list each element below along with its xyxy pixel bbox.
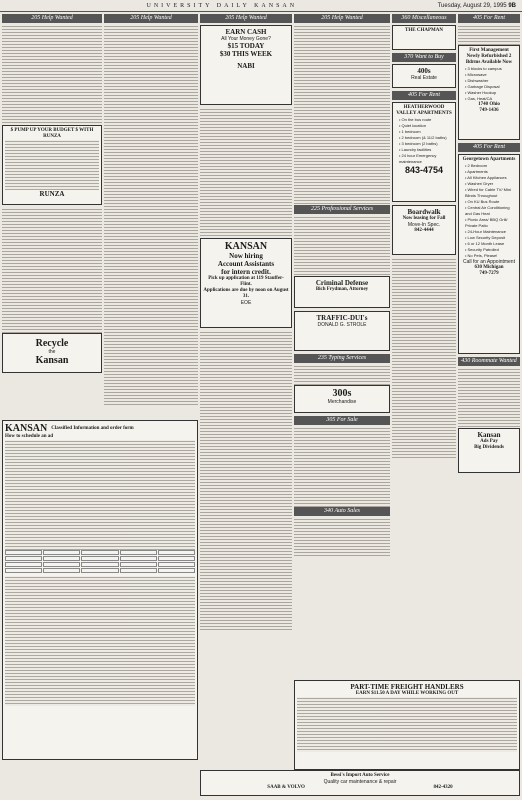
traffic-dui-ad: TRAFFIC-DUI's DONALD G. STROLE — [294, 311, 390, 351]
column-2: 205 Help Wanted — [104, 14, 198, 410]
masthead-date: Tuesday, August 29, 1995 9B — [437, 2, 516, 9]
chapman-ad: THE CHAPMAN — [392, 25, 456, 50]
criminal-defense-ad: Criminal Defense Bich Frydman, Attorney — [294, 276, 390, 308]
classified-text — [2, 25, 102, 125]
bessi-auto-ad: Bessi's Import Auto Service Quality car maintenance & repair SAAB & VOLVO 842-4320 — [200, 770, 520, 796]
kansan-recruit-ad: KANSAN Now hiring Account Assistants for intern credit. Pick up application at 119 Stauffer-Flint. Applications are due by noon on August 31. EOE — [200, 238, 292, 328]
masthead — [0, 0, 522, 12]
column-6: 405 For Rent First Management Newly Refurbished 2 Bdrms Available Now • 3 blocks to campus • Microwave • Dishwasher • Garbage Disposal • Washer Hookup • Gas, Heat/CA 1740 Ohio 749-1436 405 For Rent Georgetown Apartments • 2 Bedroom • Apartments • All Kitchen Appliances • Washer/ Dryer • Wired for Cable TV/ Mini Blinds Throughout • On KU Bus Route • Central Air Conditioning and Gas Heat • Picnic Area/ BBQ Grill/ Private Patio • 24-Hour Maintenance • Low Security Deposit • 6 or 12 Month Lease • Security Patrolled • No Pets, Please! Call for an Appointment 630 Michigan 749-7279 430 Roommate Wanted Kansan Ads Pay Big Dividends — [458, 14, 520, 792]
rate-grid — [5, 550, 195, 573]
real-estate-ad: 400s Real Estate — [392, 64, 456, 88]
freight-handlers-ad: PART-TIME FREIGHT HANDLERS EARN $11.50 A DAY WHILE WORKING OUT — [294, 680, 520, 770]
earn-cash-ad: EARN CASH All Your Money Gone? $15 TODAY $30 THIS WEEK NABI — [200, 25, 292, 105]
georgetown-ad: Georgetown Apartments • 2 Bedroom • Apartments • All Kitchen Appliances • Washer/ Dryer • Wired for Cable TV/ Mini Blinds Throughout • On KU Bus Route • Central Air Conditioning and Gas Heat • Picnic Area/ BBQ Grill/ Private Patio • 24-Hour Maintenance • Low Security Deposit • 6 or 12 Month Lease • Security Patrolled • No Pets, Please! Call for an Appointment 630 Michigan 749-7279 — [458, 154, 520, 354]
recycle-ad: Recycle the Kansan — [2, 333, 102, 373]
runza-ad: $ PUMP UP YOUR BUDGET $ WITH RUNZA RUNZA — [2, 125, 102, 205]
merchandise-ad: 300s Merchandise — [294, 385, 390, 413]
kansan-ads-pay: Kansan Ads Pay Big Dividends — [458, 428, 520, 473]
section-header: 205 Help Wanted — [2, 14, 102, 23]
first-management-ad: First Management Newly Refurbished 2 Bdrms Available Now • 3 blocks to campus • Microwave • Dishwasher • Garbage Disposal • Washer Hookup • Gas, Heat/CA 1740 Ohio 749-1436 — [458, 45, 520, 140]
column-5: 360 Miscellaneous THE CHAPMAN 370 Want to Buy 400s Real Estate 405 For Rent HEATHERWOOD VALLEY APARTMENTS • On the bus route • Quiet location • 1 bedroom • 2 bedroom (& 11/2 baths) • 3 bedroom (2 baths) • Laundry facilities • 24 hour Emergency maintenance 843-4754 Boardwalk Now leasing for Fall Move-In Spec. 842-4444 — [392, 14, 456, 792]
column-3: 205 Help Wanted EARN CASH All Your Money Gone? $15 TODAY $30 THIS WEEK NABI KANSAN Now hiring Account Assistants for intern credit. Pick up application at 119 Stauffer-Flint. Applications are due by noon on August 31. EOE — [200, 14, 292, 792]
heatherwood-ad: HEATHERWOOD VALLEY APARTMENTS • On the bus route • Quiet location • 1 bedroom • 2 bedroom (& 11/2 baths) • 3 bedroom (2 baths) • Laundry facilities • 24 hour Emergency maintenance 843-4754 — [392, 102, 456, 202]
classified-order-form: KANSAN Classified Information and order form How to schedule an ad — [2, 420, 198, 760]
masthead-title: UNIVERSITY DAILY KANSAN — [146, 2, 298, 9]
boardwalk-ad: Boardwalk Now leasing for Fall Move-In Spec. 842-4444 — [392, 205, 456, 255]
classified-text — [2, 208, 102, 333]
column-4: 205 Help Wanted 225 Professional Services Criminal Defense Bich Frydman, Attorney TRAFFIC-DUI's DONALD G. STROLE 235 Typing Services 300s Merchandise 305 For Sale 340 Auto Sales — [294, 14, 390, 792]
